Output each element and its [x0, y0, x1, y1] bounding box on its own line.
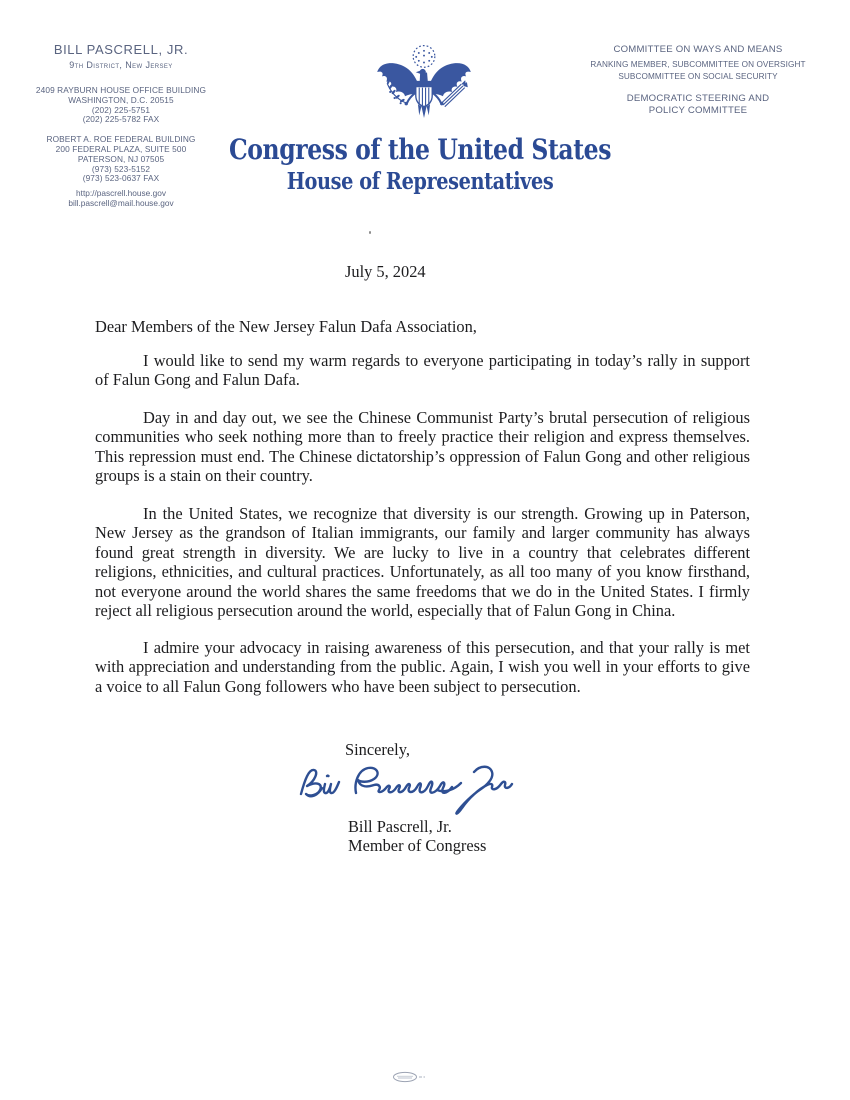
role-line: SUBCOMMITTEE ON SOCIAL SECURITY — [618, 71, 778, 81]
closing: Sincerely, — [345, 740, 410, 759]
address-line: ROBERT A. ROE FEDERAL BUILDING — [46, 134, 196, 145]
fax-line: (973) 523-0637 FAX — [82, 173, 160, 184]
committee-name: COMMITTEE ON WAYS AND MEANS — [613, 44, 783, 55]
great-seal-icon — [372, 43, 476, 134]
subcommittee-roles — [578, 59, 818, 82]
signer-name: Bill Pascrell, Jr. — [348, 817, 452, 836]
address-line: PATERSON, NJ 07505 — [77, 153, 165, 164]
phone-line: (202) 225-5751 — [91, 104, 151, 115]
signature-handwriting — [294, 757, 514, 817]
email-address: bill.pascrell@mail.house.gov — [68, 197, 174, 208]
role-line: RANKING MEMBER, SUBCOMMITTEE ON OVERSIGHT — [590, 60, 806, 69]
salutation: Dear Members of the New Jersey Falun Dafa Association, — [95, 317, 477, 336]
paragraph-4: I admire your advocacy in raising awareness of this persecution, and that your rally is met with appreciation and understanding from the public. Again, I wish you well in your efforts to give a voice to all Falun Gong followers who have been subject to persecution. — [95, 638, 750, 696]
union-printer-bug-icon — [392, 1070, 432, 1084]
address-line: WASHINGTON, D.C. 20515 — [68, 94, 174, 105]
address-line: 200 FEDERAL PLAZA, SUITE 500 — [55, 143, 187, 154]
committee2-line: POLICY COMMITTEE — [648, 105, 748, 116]
website-url: http://pascrell.house.gov — [76, 188, 166, 199]
letter-date: July 5, 2024 — [345, 262, 426, 281]
address-line: 2409 RAYBURN HOUSE OFFICE BUILDING — [35, 85, 207, 95]
phone-line: (973) 523-5152 — [91, 163, 151, 174]
member-name: BILL PASCRELL, JR. — [53, 42, 189, 57]
signature-block — [348, 818, 486, 855]
fax-line: (202) 225-5782 FAX — [82, 114, 160, 125]
paragraph-1: I would like to send my warm regards to everyone participating in today’s rally in support of Falun Gong and Falun Dafa. — [95, 351, 750, 390]
steering-committee — [578, 93, 818, 117]
member-district: 9th District, New Jersey — [69, 60, 173, 70]
signer-title: Member of Congress — [348, 835, 487, 855]
committee2-line: DEMOCRATIC STEERING AND — [626, 93, 770, 104]
letterhead-right — [578, 44, 818, 117]
paragraph-2: Day in and day out, we see the Chinese Communist Party’s brutal persecution of religious communities who seek nothing more than to freely practice their religion and express themselves. This repression must end. The Chinese dictatorship’s oppression of Falun Gong and other religious groups is a stain on their country. — [95, 408, 750, 486]
scan-speck — [369, 231, 371, 234]
washington-office-address — [25, 86, 217, 125]
house-subtitle: House of Representatives — [286, 168, 554, 195]
congress-title: Congress of the United States — [228, 133, 612, 166]
paragraph-3: In the United States, we recognize that diversity is our strength. Growing up in Paterson, New Jersey as the grandson of Italian immigrants, our family and larger community has always found great strength in diversity. We are lucky to live in a country that celebrates different religions, ethnicities, and cultural practices. Unfortunately, as all too many of you know firsthand, not everyone around the world shares the same freedoms that we do in the United States. I firmly reject all religious persecution around the world, especially that of Falun Gong in China. — [95, 504, 750, 621]
